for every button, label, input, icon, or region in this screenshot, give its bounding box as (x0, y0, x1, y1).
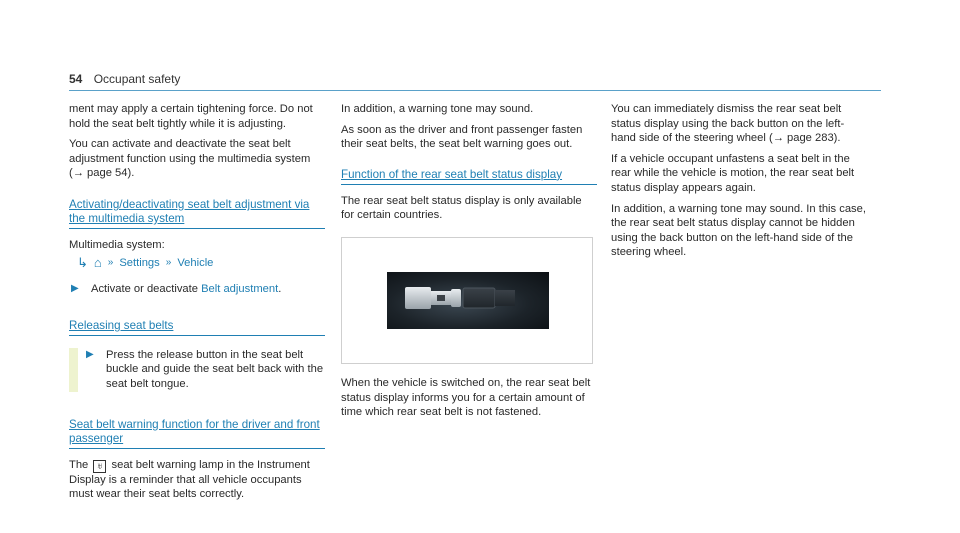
section-heading-seat-belt-warning: Seat belt warning function for the driver and front passenger (69, 418, 325, 449)
page-number: 54 (69, 72, 83, 86)
warning-paragraph: The ♅ seat belt warning lamp in the Instrument Display is a reminder that all vehicle occupants must wear their seat belts correctly. (69, 458, 310, 501)
seat-belt-buckle-icon (387, 272, 549, 329)
home-icon[interactable]: ⌂ (93, 254, 102, 270)
menu-item-vehicle[interactable]: Vehicle (177, 256, 214, 269)
chevron-icon: » (165, 256, 172, 268)
rear-seat-belt-display-image-frame (341, 237, 593, 364)
menu-path (77, 256, 325, 271)
step-highlight-bar (69, 348, 78, 392)
chevron-icon: » (107, 256, 114, 268)
menu-arrow-icon: ↳ (77, 254, 88, 270)
section-name: Occupant safety (93, 72, 181, 86)
header-rule (69, 90, 881, 91)
page-ref-link[interactable]: → page 283 (772, 132, 834, 145)
column-3 (611, 102, 867, 266)
step-activate-belt-adjustment: ▶ Activate or deactivate Belt adjustment. (71, 283, 282, 296)
menu-item-settings[interactable]: Settings (119, 256, 160, 269)
col2-paragraph-4: When the vehicle is switched on, the rear seat belt status display informs you for a certain amount of time which rear seat belt is not fastened. (341, 376, 591, 419)
col2-paragraph-2: As soon as the driver and front passenger fasten their seat belts, the seat belt warning goes out. (341, 123, 583, 151)
section-heading-seat-belt-adjustment: Activating/deactivating seat belt adjustment via the multimedia system (69, 198, 325, 229)
col3-paragraph-1: You can immediately dismiss the rear seat belt status display using the back button on the left-hand side of the steering wheel (→ page 283). (611, 103, 845, 145)
col2-paragraph-3: The rear seat belt status display is only available for certain countries. (341, 194, 582, 222)
col3-paragraph-2: If a vehicle occupant unfastens a seat belt in the rear while the vehicle is motion, the rear seat belt status display appears again. (611, 152, 855, 194)
seat-belt-warning-lamp-icon: ♅ (93, 460, 106, 473)
rear-seat-belt-display-image (387, 272, 549, 329)
page-ref-link[interactable]: → page 54 (72, 167, 128, 180)
column-2 (341, 102, 597, 426)
step-release-text: Press the release button in the seat belt buckle and guide the seat belt back with the seat belt tongue. (106, 348, 324, 390)
section-heading-rear-seat-belt-status: Function of the rear seat belt status display (341, 168, 597, 185)
col2-paragraph-1: In addition, a warning tone may sound. (341, 103, 534, 115)
page-header (69, 72, 180, 86)
col3-paragraph-3: In addition, a warning tone may sound. In this case, the rear seat belt status display cannot be hidden using the back button on the left-hand side of the steering wheel. (611, 202, 866, 259)
intro-paragraph-1: ment may apply a certain tightening force. Do not hold the seat belt tightly while it is adjusting. (69, 103, 313, 130)
step-release-seat-belt (69, 348, 325, 392)
multimedia-label: Multimedia system: (69, 238, 165, 251)
belt-adjustment-link[interactable]: Belt adjustment (201, 283, 279, 296)
step-triangle-icon: ▶ (86, 348, 94, 360)
column-1 (69, 102, 325, 508)
intro-paragraph-2: You can activate and deactivate the seat belt adjustment function using the multimedia system (→ page 54). (69, 138, 311, 180)
step-triangle-icon: ▶ (71, 283, 79, 295)
section-heading-releasing-seat-belts: Releasing seat belts (69, 319, 325, 336)
